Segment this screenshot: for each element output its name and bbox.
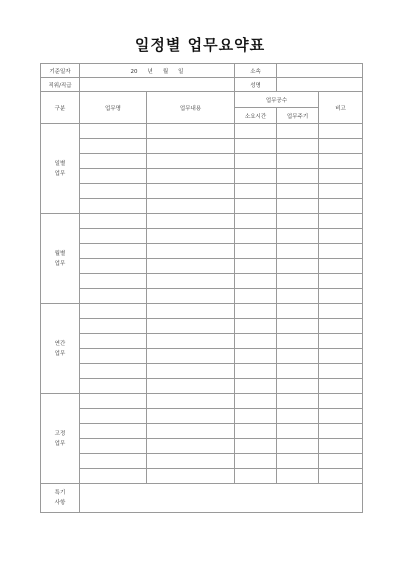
cycle-cell[interactable] xyxy=(277,139,319,154)
header-workload: 업무공수 xyxy=(235,92,319,108)
table-row xyxy=(41,439,363,454)
task-name-cell[interactable] xyxy=(80,469,147,484)
date-year: 20 xyxy=(130,68,138,75)
task-content-cell[interactable] xyxy=(147,154,235,169)
table-row xyxy=(41,139,363,154)
section-label xyxy=(41,394,80,484)
task-name-cell[interactable] xyxy=(80,394,147,409)
remarks-cell[interactable] xyxy=(319,244,363,259)
table-row xyxy=(41,334,363,349)
remarks-cell[interactable] xyxy=(319,394,363,409)
remarks-cell[interactable] xyxy=(319,184,363,199)
task-content-cell[interactable] xyxy=(147,409,235,424)
notes-label xyxy=(41,484,80,513)
section-label-line2: 업무 xyxy=(54,350,66,357)
notes-row xyxy=(41,484,363,513)
notes-field[interactable] xyxy=(80,484,363,513)
time-required-cell[interactable] xyxy=(235,334,277,349)
cycle-cell[interactable] xyxy=(277,469,319,484)
section-label xyxy=(41,124,80,214)
section-label-line1: 고정 xyxy=(54,430,66,437)
notes-label-line2: 사항 xyxy=(54,500,66,506)
time-required-cell[interactable] xyxy=(235,304,277,319)
table-row xyxy=(41,184,363,199)
time-required-cell[interactable] xyxy=(235,184,277,199)
table-row xyxy=(41,229,363,244)
time-required-cell[interactable] xyxy=(235,454,277,469)
document-title: 일정별 업무요약표 xyxy=(134,36,266,54)
name-field[interactable] xyxy=(277,78,363,92)
task-content-cell[interactable] xyxy=(147,214,235,229)
remarks-cell[interactable] xyxy=(319,274,363,289)
time-required-cell[interactable] xyxy=(235,259,277,274)
cycle-cell[interactable] xyxy=(277,199,319,214)
remarks-cell[interactable] xyxy=(319,124,363,139)
section-label xyxy=(41,214,80,304)
dept-field[interactable] xyxy=(277,64,363,78)
cycle-cell[interactable] xyxy=(277,259,319,274)
time-required-cell[interactable] xyxy=(235,424,277,439)
table-row xyxy=(41,469,363,484)
remarks-cell[interactable] xyxy=(319,349,363,364)
cycle-cell[interactable] xyxy=(277,304,319,319)
time-required-cell[interactable] xyxy=(235,169,277,184)
remarks-cell[interactable] xyxy=(319,199,363,214)
header-task-name: 업무명 xyxy=(80,92,147,124)
date-month-unit: 월 xyxy=(162,68,169,75)
section-label-line1: 월별 xyxy=(54,250,66,257)
task-name-cell[interactable] xyxy=(80,214,147,229)
task-name-cell[interactable] xyxy=(80,229,147,244)
remarks-cell[interactable] xyxy=(319,289,363,304)
table-row xyxy=(41,124,363,139)
task-content-cell[interactable] xyxy=(147,289,235,304)
cycle-cell[interactable] xyxy=(277,124,319,139)
task-name-cell[interactable] xyxy=(80,334,147,349)
position-row xyxy=(41,78,363,92)
task-name-cell[interactable] xyxy=(80,364,147,379)
task-name-cell[interactable] xyxy=(80,349,147,364)
task-content-cell[interactable] xyxy=(147,169,235,184)
task-content-cell[interactable] xyxy=(147,439,235,454)
table-row xyxy=(41,394,363,409)
time-required-cell[interactable] xyxy=(235,154,277,169)
task-content-cell[interactable] xyxy=(147,454,235,469)
position-label: 직위/직급 xyxy=(41,78,80,92)
task-content-cell[interactable] xyxy=(147,334,235,349)
task-content-cell[interactable] xyxy=(147,244,235,259)
section-label-line2: 업무 xyxy=(54,440,66,447)
table-row xyxy=(41,424,363,439)
header-row-1 xyxy=(41,92,363,108)
remarks-cell[interactable] xyxy=(319,304,363,319)
remarks-cell[interactable] xyxy=(319,379,363,394)
task-content-cell[interactable] xyxy=(147,139,235,154)
remarks-cell[interactable] xyxy=(319,139,363,154)
table-row xyxy=(41,379,363,394)
time-required-cell[interactable] xyxy=(235,214,277,229)
time-required-cell[interactable] xyxy=(235,379,277,394)
cycle-cell[interactable] xyxy=(277,214,319,229)
cycle-cell[interactable] xyxy=(277,334,319,349)
task-content-cell[interactable] xyxy=(147,274,235,289)
task-content-cell[interactable] xyxy=(147,364,235,379)
task-content-cell[interactable] xyxy=(147,124,235,139)
time-required-cell[interactable] xyxy=(235,394,277,409)
table-row xyxy=(41,349,363,364)
time-required-cell[interactable] xyxy=(235,409,277,424)
table-row xyxy=(41,304,363,319)
task-content-cell[interactable] xyxy=(147,184,235,199)
time-required-cell[interactable] xyxy=(235,364,277,379)
table-row xyxy=(41,409,363,424)
time-required-cell[interactable] xyxy=(235,319,277,334)
time-required-cell[interactable] xyxy=(235,349,277,364)
time-required-cell[interactable] xyxy=(235,244,277,259)
cycle-cell[interactable] xyxy=(277,394,319,409)
task-name-cell[interactable] xyxy=(80,244,147,259)
task-name-cell[interactable] xyxy=(80,199,147,214)
remarks-cell[interactable] xyxy=(319,454,363,469)
cycle-cell[interactable] xyxy=(277,409,319,424)
time-required-cell[interactable] xyxy=(235,229,277,244)
time-required-cell[interactable] xyxy=(235,469,277,484)
date-row xyxy=(41,64,363,78)
remarks-cell[interactable] xyxy=(319,259,363,274)
cycle-cell[interactable] xyxy=(277,424,319,439)
section-label-line2: 업무 xyxy=(54,170,66,177)
date-field[interactable] xyxy=(80,64,235,78)
task-content-cell[interactable] xyxy=(147,319,235,334)
table-row xyxy=(41,364,363,379)
remarks-cell[interactable] xyxy=(319,154,363,169)
remarks-cell[interactable] xyxy=(319,229,363,244)
cycle-cell[interactable] xyxy=(277,454,319,469)
cycle-cell[interactable] xyxy=(277,349,319,364)
task-name-cell[interactable] xyxy=(80,289,147,304)
task-name-cell[interactable] xyxy=(80,304,147,319)
cycle-cell[interactable] xyxy=(277,244,319,259)
date-label: 기준일자 xyxy=(41,64,80,78)
task-name-cell[interactable] xyxy=(80,259,147,274)
header-task-content: 업무내용 xyxy=(147,92,235,124)
task-name-cell[interactable] xyxy=(80,139,147,154)
remarks-cell[interactable] xyxy=(319,214,363,229)
remarks-cell[interactable] xyxy=(319,469,363,484)
table-row xyxy=(41,319,363,334)
task-content-cell[interactable] xyxy=(147,379,235,394)
task-name-cell[interactable] xyxy=(80,184,147,199)
table-row xyxy=(41,274,363,289)
remarks-cell[interactable] xyxy=(319,364,363,379)
dept-label: 소속 xyxy=(235,64,277,78)
cycle-cell[interactable] xyxy=(277,169,319,184)
table-row xyxy=(41,259,363,274)
section-label-line2: 업무 xyxy=(54,260,66,267)
table-row xyxy=(41,169,363,184)
task-content-cell[interactable] xyxy=(147,424,235,439)
cycle-cell[interactable] xyxy=(277,319,319,334)
cycle-cell[interactable] xyxy=(277,154,319,169)
remarks-cell[interactable] xyxy=(319,334,363,349)
table-row xyxy=(41,454,363,469)
header-time-required: 소요시간 xyxy=(235,108,277,124)
time-required-cell[interactable] xyxy=(235,274,277,289)
task-name-cell[interactable] xyxy=(80,154,147,169)
cycle-cell[interactable] xyxy=(277,439,319,454)
cycle-cell[interactable] xyxy=(277,274,319,289)
task-summary-table xyxy=(40,63,363,513)
task-name-cell[interactable] xyxy=(80,379,147,394)
task-content-cell[interactable] xyxy=(147,469,235,484)
name-label: 성명 xyxy=(235,78,277,92)
task-name-cell[interactable] xyxy=(80,454,147,469)
header-remarks: 비고 xyxy=(319,92,363,124)
cycle-cell[interactable] xyxy=(277,289,319,304)
remarks-cell[interactable] xyxy=(319,409,363,424)
remarks-cell[interactable] xyxy=(319,169,363,184)
task-name-cell[interactable] xyxy=(80,319,147,334)
date-day-unit: 일 xyxy=(178,68,184,75)
task-name-cell[interactable] xyxy=(80,124,147,139)
section-label xyxy=(41,304,80,394)
task-content-cell[interactable] xyxy=(147,349,235,364)
time-required-cell[interactable] xyxy=(235,289,277,304)
section-label-line1: 연간 xyxy=(54,340,66,347)
remarks-cell[interactable] xyxy=(319,439,363,454)
time-required-cell[interactable] xyxy=(235,139,277,154)
notes-label-line1: 특기 xyxy=(54,490,66,496)
task-name-cell[interactable] xyxy=(80,169,147,184)
task-name-cell[interactable] xyxy=(80,424,147,439)
task-content-cell[interactable] xyxy=(147,229,235,244)
task-content-cell[interactable] xyxy=(147,394,235,409)
header-cycle: 업무주기 xyxy=(277,108,319,124)
section-label-line1: 일별 xyxy=(54,160,66,167)
table-row xyxy=(41,214,363,229)
task-name-cell[interactable] xyxy=(80,409,147,424)
date-year-unit: 년 xyxy=(147,68,153,75)
remarks-cell[interactable] xyxy=(319,319,363,334)
table-row xyxy=(41,289,363,304)
cycle-cell[interactable] xyxy=(277,229,319,244)
time-required-cell[interactable] xyxy=(235,439,277,454)
task-name-cell[interactable] xyxy=(80,439,147,454)
remarks-cell[interactable] xyxy=(319,424,363,439)
cycle-cell[interactable] xyxy=(277,379,319,394)
time-required-cell[interactable] xyxy=(235,124,277,139)
task-name-cell[interactable] xyxy=(80,274,147,289)
task-content-cell[interactable] xyxy=(147,199,235,214)
time-required-cell[interactable] xyxy=(235,199,277,214)
cycle-cell[interactable] xyxy=(277,364,319,379)
cycle-cell[interactable] xyxy=(277,184,319,199)
task-content-cell[interactable] xyxy=(147,304,235,319)
table-row xyxy=(41,244,363,259)
table-row xyxy=(41,199,363,214)
task-content-cell[interactable] xyxy=(147,259,235,274)
position-field[interactable] xyxy=(80,78,235,92)
table-row xyxy=(41,154,363,169)
header-category: 구분 xyxy=(41,92,80,124)
